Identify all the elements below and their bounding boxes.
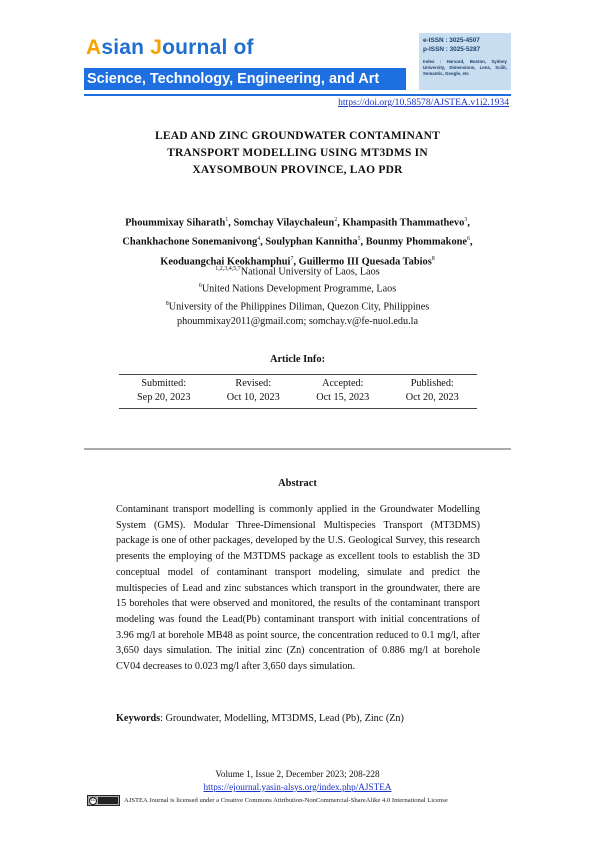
keywords-list: : Groundwater, Modelling, MT3DMS, Lead (Pb), Zinc (Zn) [160,713,404,724]
author-sup: 3 [464,217,468,223]
author-emails[interactable]: phoummixay2011@gmail.com; somchay.v@fe-nuol.edu.la [177,316,418,328]
abstract-text: Contaminant transport modelling is commonly applied in the Groundwater Modelling System (GMS). Modular Three-Dimensional Multispecies Transport (MT3DMS) package is one of other packages, developed by the U.S. Geological Survey, this research presents the employing of the M3TDMS package as excellent tools to establish the 3D conceptual model of contaminant transport modeling, simulate and predict the multispecies of Lead and zinc substances which transport in the groundwater, there are 15 boreholes that were observed and monitored, the results of the contaminant transport modeling was found the Lead(Pb) contaminant transport with initial concentrations of 3.96 mg/l at borehole MB48 as point source, the concentration reduced to 0.1 mg/l, after 3,650 days simulation. The initial zinc (Zn) concentration of 0.886 mg/l at borehole CV04 decreases to 0.023 mg/l after 3,650 days simulation. [116,504,480,673]
author-sup: 6 [467,236,471,243]
author-sup: 5 [357,236,361,243]
affiliation [60,297,535,314]
affiliation-text: University of the Philippines Diliman, Quezon City, Philippines [168,301,430,313]
author-sup: 2 [334,217,338,223]
keywords-label: Keywords [116,713,161,724]
affiliation-sup: 6 [198,283,202,290]
author-name: Guillermo III Quesada Tabios [298,256,432,268]
affiliations [60,262,535,329]
info-label: Published: [410,378,454,389]
affiliation [60,279,535,296]
cc-license-icon[interactable] [87,795,120,806]
author-sup: 7 [290,255,294,262]
header-rule [84,94,511,96]
journal-name-initial-j: J [150,36,163,59]
affiliation-text: United Nations Development Programme, Laos [201,283,397,295]
footer-volume: Volume 1, Issue 2, December 2023; 208-228 [215,769,380,779]
author-sup: 4 [257,236,261,243]
info-date: Oct 20, 2023 [405,392,459,403]
footer-journal-url[interactable]: https://ejournal.yasin-alsys.org/index.php/AJSTEA [203,782,392,792]
journal-name-rest: ournal of [162,36,254,59]
index-list: Index : Harvard, Boston, Sydney University, Dimensions, Lens, Scilit, Semantic, Google, etc [423,59,507,76]
affiliation [60,262,535,279]
cc-bar [98,797,118,804]
info-date: Oct 15, 2023 [316,392,370,403]
article-info-table [119,377,477,405]
article-info-label: Article Info: [269,354,326,365]
author-name: Bounmy Phommakone [365,236,468,248]
author-sup: 8 [431,255,435,262]
journal-name [86,36,254,60]
pissn: p-ISSN : 3025-5287 [423,46,481,53]
author-sup: 1 [225,217,229,223]
affiliation-sup: 8 [165,300,169,307]
info-published [388,377,478,405]
info-label: Submitted: [141,378,187,389]
journal-name-initial-a: A [86,36,102,59]
cc-glyph: cc [90,797,96,803]
author-name: Khampasith Thammathevo [342,217,465,229]
section-divider [84,448,511,450]
affiliation-text: National University of Laos, Laos [240,266,380,278]
article-title [60,128,535,179]
info-submitted [119,377,209,405]
author-name: Chankhachone Sonemanivong [122,236,258,248]
info-label: Accepted: [322,378,364,389]
info-date: Oct 10, 2023 [226,392,280,403]
title-line: TRANSPORT MODELLING USING MT3DMS IN [167,147,428,159]
author-name: Phoummixay Siharath [125,217,226,229]
info-revised [209,377,299,405]
license-text: AJSTEA Journal is licensed under a Creative Commons Attribution-NonCommercial-ShareAlike 4.0 International License [124,797,448,804]
journal-subtitle-bar: Science, Technology, Engineering, and Art [84,68,406,90]
info-date: Sep 20, 2023 [137,392,191,403]
eissn: e-ISSN : 3025-4507 [423,37,480,44]
keywords [116,712,480,726]
info-bottom-rule [119,408,477,409]
abstract-heading: Abstract [278,478,317,489]
issn-box [419,33,511,90]
title-line: XAYSOMBOUN PROVINCE, LAO PDR [192,164,403,176]
title-line: LEAD AND ZINC GROUNDWATER CONTAMINANT [155,130,440,142]
author-name: Keoduangchai Keokhamphui [160,256,291,268]
info-label: Revised: [235,378,272,389]
author-list: Phoummixay Siharath$^1$, Somchay Vilaychaleun$^2$, Khampasith Thammathevo$^3$, Chankhachone Sonemanivong$^4$, Soulyphan Kannitha$^5$, Bounmy Phommakone$^6$, Keoduangchai Keokhamphui$^7$, Guillermo III Quesada Tabios$^8$ [122,217,473,268]
author-name: Soulyphan Kannitha [265,236,358,248]
info-top-rule [119,374,477,375]
author-name: Somchay Vilaychaleun [233,217,335,229]
journal-name-part: sian [101,36,151,59]
info-accepted [298,377,388,405]
affiliation-sup: 1,2,3,4,5,7 [215,266,241,272]
doi-link[interactable]: https://doi.org/10.58578/AJSTEA.v1i2.1934 [338,97,509,108]
